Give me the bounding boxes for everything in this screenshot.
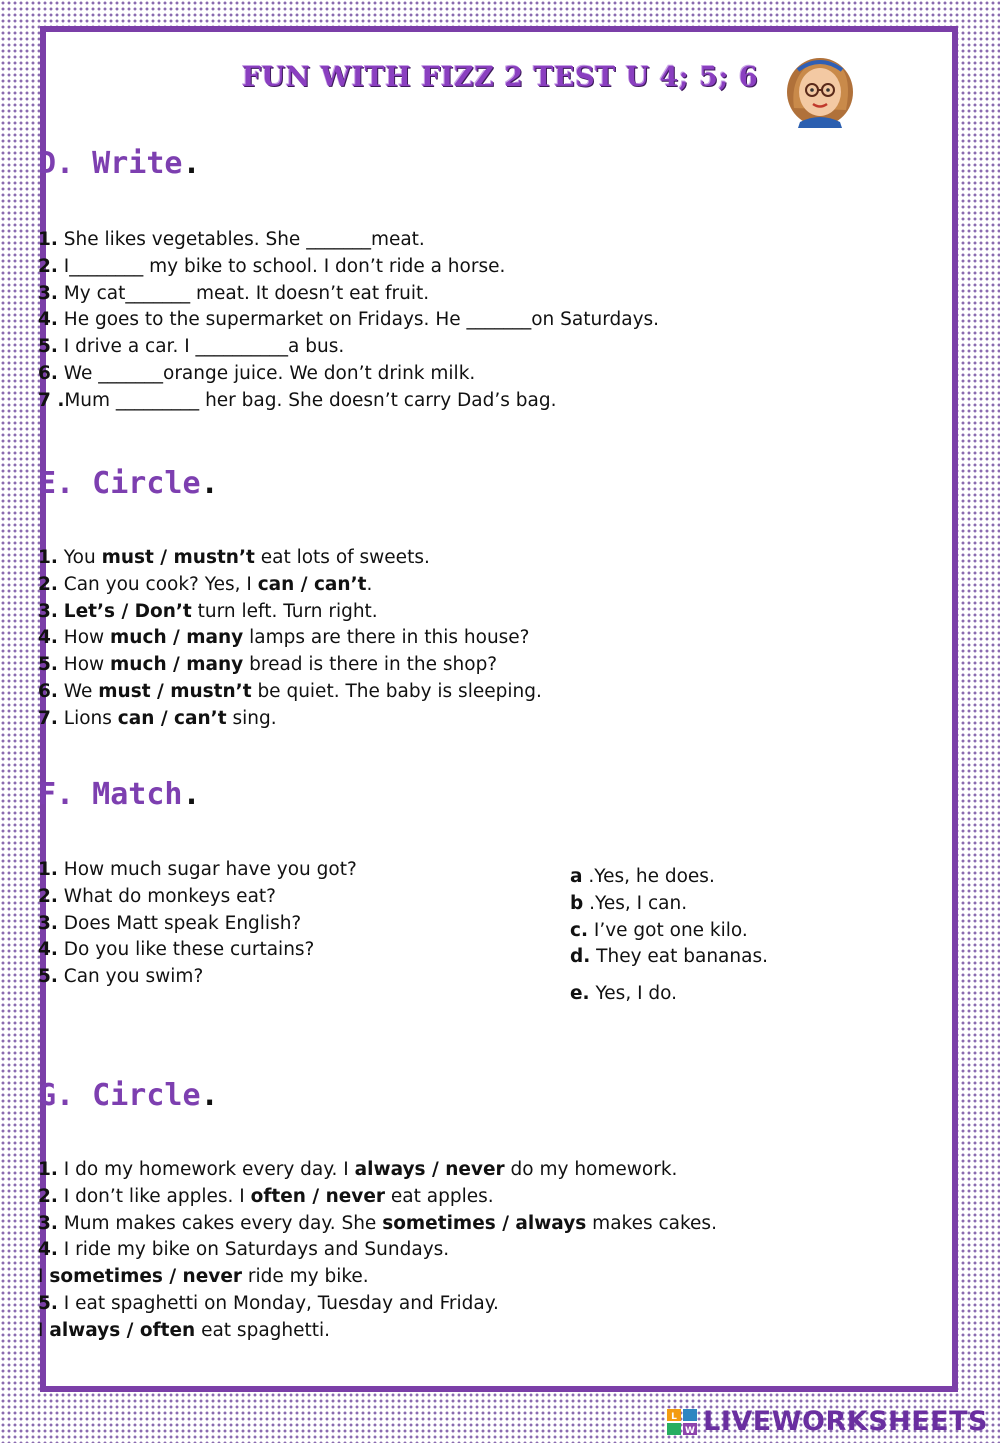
list-item xyxy=(38,706,542,733)
answer-letter: e. xyxy=(570,983,590,1005)
item-number: 1. xyxy=(38,859,58,880)
item-text: I do my homework every day. I xyxy=(57,1159,355,1180)
item-number: 2. xyxy=(38,573,58,595)
section-f-answers xyxy=(570,864,768,1008)
item-text-end: do my homework. xyxy=(504,1159,678,1180)
item-text: Do you like these curtains? xyxy=(57,939,315,961)
teacher-avatar xyxy=(780,48,860,128)
list-item xyxy=(38,227,659,254)
circle-options: much / many xyxy=(110,654,244,676)
answer-letter: d. xyxy=(570,946,591,968)
item-number: 3. xyxy=(38,600,58,622)
item-text: I xyxy=(38,1319,50,1341)
answer-item xyxy=(570,864,768,891)
list-item xyxy=(38,857,357,884)
answer-letter: b xyxy=(570,892,584,914)
item-text: I________ my bike to school. I don’t ride a horse. xyxy=(57,255,506,277)
list-item xyxy=(38,281,659,308)
answer-item xyxy=(570,981,768,1008)
list-item xyxy=(38,884,357,911)
item-text: We xyxy=(57,680,99,702)
item-text-end: lamps are there in this house? xyxy=(243,627,530,649)
item-text: I drive a car. I __________a bus. xyxy=(57,336,345,358)
circle-options: always / never xyxy=(354,1159,505,1180)
item-number: 5. xyxy=(38,1292,58,1314)
item-text-end: makes cakes. xyxy=(586,1212,717,1234)
list-item xyxy=(38,1318,717,1345)
list-item xyxy=(38,937,357,964)
item-number: 7. xyxy=(38,707,58,729)
item-text: My cat_______ meat. It doesn’t eat fruit. xyxy=(57,282,430,304)
list-item xyxy=(38,911,357,938)
logo-letter: W xyxy=(685,1425,696,1435)
item-number: 2. xyxy=(38,1185,58,1207)
liveworksheets-logo-icon xyxy=(667,1409,697,1435)
item-number: 5. xyxy=(38,336,58,358)
item-number: 1. xyxy=(38,1159,58,1180)
watermark-text: LIVEWORKSHEETS xyxy=(703,1406,988,1437)
liveworksheets-watermark xyxy=(667,1406,988,1437)
item-text: She likes vegetables. She _______meat. xyxy=(57,229,425,250)
item-text-end: eat lots of sweets. xyxy=(254,547,430,568)
circle-options: sometimes / always xyxy=(382,1212,587,1234)
section-d-heading: D. Write. xyxy=(38,146,201,181)
answer-item xyxy=(570,891,768,918)
list-item xyxy=(38,625,542,652)
answer-item xyxy=(570,918,768,945)
list-item xyxy=(38,254,659,281)
circle-options: can / can’t xyxy=(117,707,227,729)
section-f-heading: F. Match. xyxy=(38,777,201,812)
item-text: I don’t like apples. I xyxy=(57,1185,251,1207)
item-text-end: bread is there in the shop? xyxy=(243,654,498,676)
item-number: 3. xyxy=(38,912,58,934)
item-text: Lions xyxy=(57,707,118,729)
item-number: 2. xyxy=(38,255,58,277)
item-text: We _______orange juice. We don’t drink milk. xyxy=(57,362,476,384)
circle-options: can / can’t xyxy=(257,573,367,595)
list-item xyxy=(38,388,659,415)
list-item xyxy=(38,545,542,572)
item-text-end: turn left. Turn right. xyxy=(191,600,378,622)
circle-options: sometimes / never xyxy=(49,1266,242,1288)
item-number: 4. xyxy=(38,309,58,331)
item-number: 4. xyxy=(38,939,58,961)
item-text: You xyxy=(57,547,102,568)
item-number: 4. xyxy=(38,627,58,649)
list-item xyxy=(38,599,542,626)
item-text: Does Matt speak English? xyxy=(57,912,302,934)
answer-letter: c. xyxy=(570,919,588,941)
answer-text: They eat bananas. xyxy=(590,946,768,968)
circle-options: much / many xyxy=(110,627,244,649)
item-number: 3. xyxy=(38,1212,58,1234)
item-text-end: sing. xyxy=(226,707,277,729)
item-text: What do monkeys eat? xyxy=(57,885,276,907)
logo-letter: L xyxy=(671,1411,678,1422)
item-text: He goes to the supermarket on Fridays. He _______on Saturdays. xyxy=(57,309,660,331)
circle-options: always / often xyxy=(49,1319,196,1341)
item-text: How xyxy=(57,627,111,649)
list-item xyxy=(38,307,659,334)
answer-letter: a xyxy=(570,866,583,887)
item-text: How xyxy=(57,654,111,676)
answer-text: .Yes, he does. xyxy=(582,866,715,887)
answer-text: Yes, I do. xyxy=(589,983,678,1005)
list-item xyxy=(38,1264,717,1291)
list-item xyxy=(38,652,542,679)
item-text: Mum makes cakes every day. She xyxy=(57,1212,383,1234)
item-text-end: . xyxy=(366,573,373,595)
list-item xyxy=(38,1157,717,1184)
answer-text: .Yes, I can. xyxy=(583,892,688,914)
answer-text: I’ve got one kilo. xyxy=(588,919,748,941)
item-number: 1. xyxy=(38,547,58,568)
list-item xyxy=(38,1237,717,1264)
section-e-heading: E. Circle. xyxy=(38,466,219,501)
circle-options: Let’s / Don’t xyxy=(63,600,192,622)
section-e-list xyxy=(38,545,542,733)
answer-item xyxy=(570,944,768,971)
section-f-questions xyxy=(38,857,357,991)
circle-options: often / never xyxy=(250,1185,386,1207)
circle-options: must / mustn’t xyxy=(98,680,252,702)
item-text-end: be quiet. The baby is sleeping. xyxy=(251,680,542,702)
item-text-end: eat apples. xyxy=(385,1185,494,1207)
list-item xyxy=(38,964,357,991)
item-text: I ride my bike on Saturdays and Sundays. xyxy=(57,1239,450,1261)
item-number: 3. xyxy=(38,282,58,304)
item-number: 2. xyxy=(38,885,58,907)
list-item xyxy=(38,1291,717,1318)
list-item xyxy=(38,334,659,361)
item-text: Mum _________ her bag. She doesn’t carry Dad’s bag. xyxy=(64,389,557,411)
item-number: 7 . xyxy=(38,389,65,411)
item-number: 6. xyxy=(38,362,58,384)
list-item xyxy=(38,572,542,599)
item-number: 5. xyxy=(38,966,58,988)
item-number: 5. xyxy=(38,654,58,676)
worksheet-title: FUN WITH FIZZ 2 TEST U 4; 5; 6 xyxy=(241,62,759,93)
item-number: 1. xyxy=(38,229,58,250)
item-text-end: ride my bike. xyxy=(242,1266,369,1288)
item-text: Can you cook? Yes, I xyxy=(57,573,258,595)
list-item xyxy=(38,679,542,706)
list-item xyxy=(38,361,659,388)
item-number: 4. xyxy=(38,1239,58,1261)
list-item xyxy=(38,1211,717,1238)
item-text: I eat spaghetti on Monday, Tuesday and Friday. xyxy=(57,1292,499,1314)
item-text: I xyxy=(38,1266,50,1288)
item-text: How much sugar have you got? xyxy=(57,859,357,880)
section-d-list xyxy=(38,227,659,415)
section-g-heading: G. Circle. xyxy=(38,1078,219,1113)
list-item xyxy=(38,1184,717,1211)
circle-options: must / mustn’t xyxy=(101,547,255,568)
item-text-end: eat spaghetti. xyxy=(195,1319,331,1341)
item-text: Can you swim? xyxy=(57,966,204,988)
item-number: 6. xyxy=(38,680,58,702)
section-g-list xyxy=(38,1157,717,1345)
